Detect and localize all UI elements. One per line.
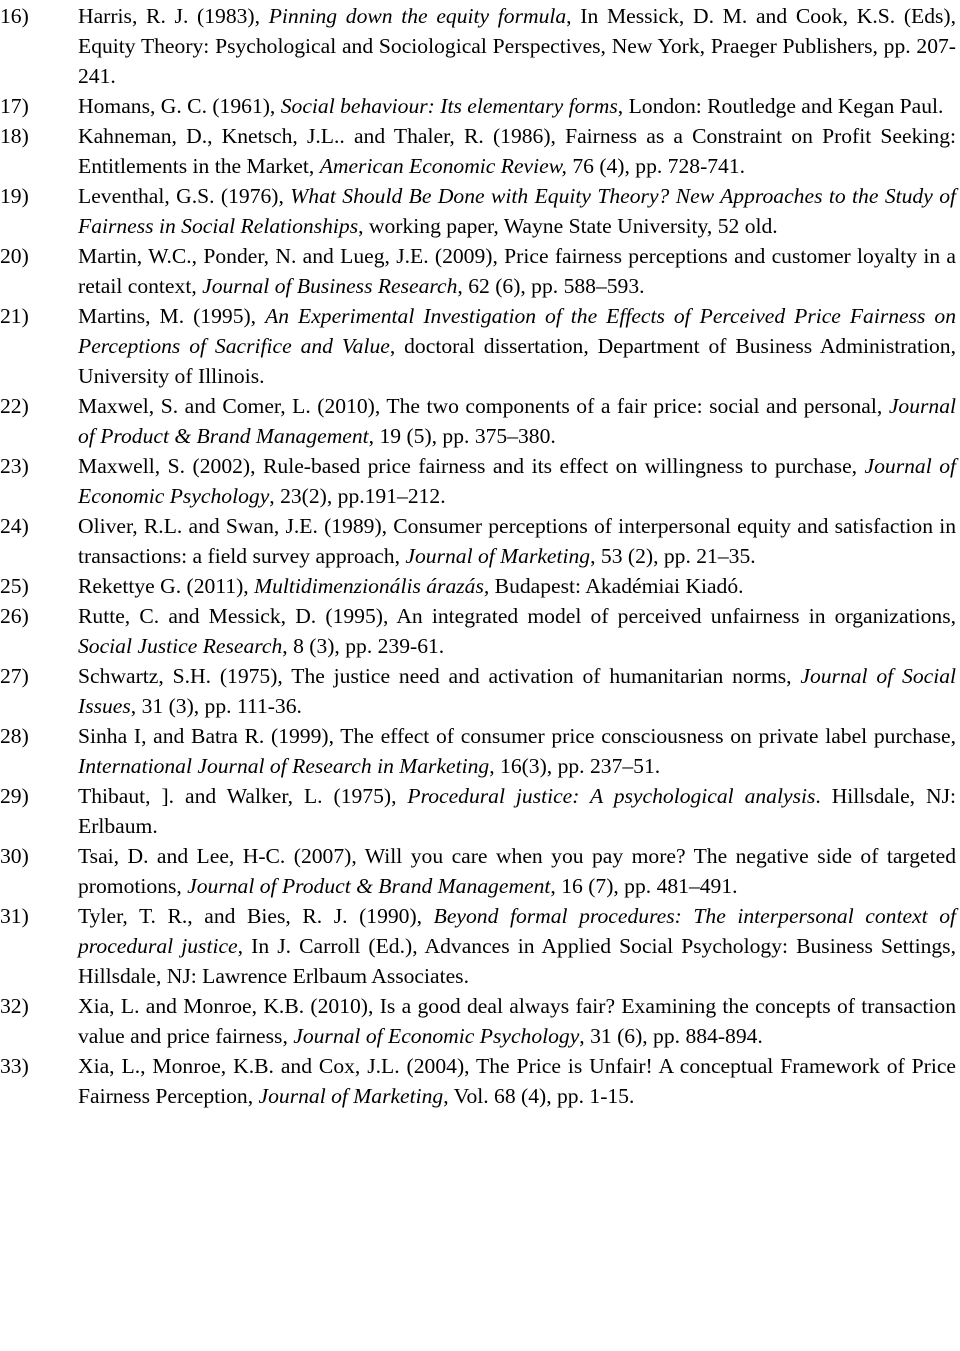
reference-segment: , 31 (3), pp. 111-36. (130, 694, 302, 718)
reference-item (0, 181, 956, 241)
reference-italic-segment: Social behaviour: Its elementary forms (280, 94, 618, 118)
reference-item (0, 1, 956, 91)
reference-italic-segment: An Experimental Investigation of the Effects of Perceived Price Fairness on Perceptions of Sacrifice and Value (78, 304, 956, 358)
reference-italic-segment: Pinning down the equity formula (268, 4, 567, 28)
reference-number: 30) (0, 844, 29, 868)
reference-italic-segment: American Economic Review, (319, 154, 567, 178)
reference-segment: , In J. Carroll (Ed.), Advances in Applied Social Psychology: Business Settings, Hillsdale, NJ: Lawrence Erlbaum Associates. (78, 934, 956, 988)
reference-number: 28) (0, 724, 29, 748)
reference-item (0, 301, 956, 391)
reference-segment: Maxwell, S. (2002), Rule-based price fairness and its effect on willingness to purchase, (78, 454, 865, 478)
reference-italic-segment: Beyond formal procedures: The interpersonal context of procedural justice (78, 904, 956, 958)
reference-segment: Rekettye G. (2011), (78, 574, 255, 598)
reference-italic-segment: What Should Be Done with Equity Theory? New Approaches to the Study of Fairness in Social Relationships (78, 184, 956, 238)
reference-segment: Oliver, R.L. and Swan, J.E. (1989), Consumer perceptions of interpersonal equity and satisfaction in transactions: a field survey approach, (78, 514, 956, 568)
reference-text (78, 601, 956, 661)
reference-segment: Thibaut, ]. and Walker, L. (1975), (78, 784, 408, 808)
reference-segment: , 16(3), pp. 237–51. (489, 754, 661, 778)
reference-text (78, 901, 956, 991)
reference-number: 20) (0, 244, 29, 268)
reference-segment: , In Messick, D. M. and Cook, K.S. (Eds), Equity Theory: Psychological and Sociological Perspectives, New York, Praeger Publishers, pp. 207-241. (78, 4, 956, 88)
reference-number: 18) (0, 124, 29, 148)
reference-item (0, 91, 956, 121)
reference-number: 32) (0, 994, 29, 1018)
reference-segment: 76 (4), pp. 728-741. (566, 154, 746, 178)
reference-segment: Xia, L., Monroe, K.B. and Cox, J.L. (2004), The Price is Unfair! A conceptual Framework of Price Fairness Perception, (78, 1054, 956, 1108)
reference-item (0, 661, 956, 721)
reference-segment: , 8 (3), pp. 239-61. (282, 634, 445, 658)
reference-segment: , 53 (2), pp. 21–35. (590, 544, 756, 568)
reference-segment: , 62 (6), pp. 588–593. (457, 274, 645, 298)
reference-segment: Tyler, T. R., and Bies, R. J. (1990), (78, 904, 434, 928)
reference-item (0, 121, 956, 181)
reference-segment: , doctoral dissertation, Department of Business Administration, University of Illinois. (78, 334, 956, 388)
reference-number: 19) (0, 184, 29, 208)
reference-number: 23) (0, 454, 29, 478)
reference-italic-segment: Journal of Marketing (258, 1084, 444, 1108)
reference-number: 33) (0, 1054, 29, 1078)
reference-text (78, 661, 956, 721)
reference-segment: Xia, L. and Monroe, K.B. (2010), Is a good deal always fair? Examining the concepts of transaction value and price fairness, (78, 994, 956, 1048)
reference-text (78, 241, 956, 301)
reference-item (0, 1051, 956, 1111)
reference-number: 29) (0, 784, 29, 808)
reference-italic-segment: Journal of Marketing (405, 544, 591, 568)
reference-number: 24) (0, 514, 29, 538)
reference-item (0, 991, 956, 1051)
reference-italic-segment: Journal of Economic Psychology (78, 454, 957, 508)
reference-text (78, 391, 956, 451)
reference-text (78, 511, 956, 571)
reference-number: 22) (0, 394, 29, 418)
reference-item (0, 451, 956, 511)
reference-item (0, 511, 956, 571)
reference-segment: Maxwel, S. and Comer, L. (2010), The two components of a fair price: social and personal, (78, 394, 889, 418)
reference-text (78, 121, 956, 181)
reference-item (0, 841, 956, 901)
reference-text (78, 451, 956, 511)
reference-segment: , London: Routledge and Kegan Paul. (617, 94, 944, 118)
reference-item (0, 391, 956, 451)
reference-segment: , 16 (7), pp. 481–491. (550, 874, 738, 898)
reference-segment: Schwartz, S.H. (1975), The justice need and activation of humanitarian norms, (78, 664, 801, 688)
reference-number: 17) (0, 94, 29, 118)
reference-item (0, 901, 956, 991)
reference-segment: , working paper, Wayne State University, 52 old. (358, 214, 778, 238)
reference-item (0, 781, 956, 841)
reference-segment: Harris, R. J. (1983), (78, 4, 269, 28)
reference-segment: , 23(2), pp.191–212. (269, 484, 446, 508)
reference-number: 16) (0, 4, 29, 28)
reference-segment: Homans, G. C. (1961), (78, 94, 281, 118)
reference-segment: Leventhal, G.S. (1976), (78, 184, 291, 208)
reference-segment: Tsai, D. and Lee, H-C. (2007), Will you care when you pay more? The negative side of targeted promotions, (78, 844, 956, 898)
reference-item (0, 241, 956, 301)
reference-text (78, 1051, 956, 1111)
reference-segment: , 19 (5), pp. 375–380. (368, 424, 556, 448)
reference-segment: Martins, M. (1995), (78, 304, 266, 328)
reference-segment: Rutte, C. and Messick, D. (1995), An integrated model of perceived unfairness in organizations, (78, 604, 956, 628)
reference-italic-segment: Journal of Product & Brand Management (187, 874, 551, 898)
reference-number: 25) (0, 574, 29, 598)
reference-segment: Budapest: Akadémiai Kiadó. (489, 574, 744, 598)
reference-segment: Sinha I, and Batra R. (1999), The effect of consumer price consciousness on private label purchase, (78, 724, 956, 748)
reference-text (78, 91, 956, 121)
reference-number: 26) (0, 604, 29, 628)
reference-segment: Martin, W.C., Ponder, N. and Lueg, J.E. (2009), Price fairness perceptions and customer loyalty in a retail context, (78, 244, 956, 298)
reference-number: 27) (0, 664, 29, 688)
reference-text (78, 1, 956, 91)
reference-italic-segment: Social Justice Research (78, 634, 283, 658)
reference-italic-segment: Journal of Economic Psychology (293, 1024, 580, 1048)
reference-italic-segment: Procedural justice: A psychological analysis (407, 784, 816, 808)
reference-italic-segment: Multidimenzionális árazás, (254, 574, 490, 598)
reference-text (78, 571, 956, 601)
reference-number: 31) (0, 904, 29, 928)
reference-text (78, 841, 956, 901)
reference-text (78, 781, 956, 841)
reference-text (78, 721, 956, 781)
reference-text (78, 301, 956, 391)
reference-item (0, 721, 956, 781)
reference-italic-segment: Journal of Product & Brand Management (78, 394, 956, 448)
reference-italic-segment: Journal of Social Issues (78, 664, 956, 718)
reference-segment: , 31 (6), pp. 884-894. (579, 1024, 763, 1048)
reference-segment: . Hillsdale, NJ: Erlbaum. (78, 784, 956, 838)
reference-italic-segment: Journal of Business Research (202, 274, 458, 298)
reference-italic-segment: International Journal of Research in Marketing (78, 754, 490, 778)
reference-number: 21) (0, 304, 29, 328)
reference-list (0, 1, 956, 1111)
reference-item (0, 601, 956, 661)
reference-segment: , Vol. 68 (4), pp. 1-15. (443, 1084, 635, 1108)
reference-segment: Kahneman, D., Knetsch, J.L.. and Thaler, R. (1986), Fairness as a Constraint on Profit Seeking: Entitlements in the Market, (78, 124, 956, 178)
reference-item (0, 571, 956, 601)
reference-text (78, 181, 956, 241)
reference-text (78, 991, 956, 1051)
